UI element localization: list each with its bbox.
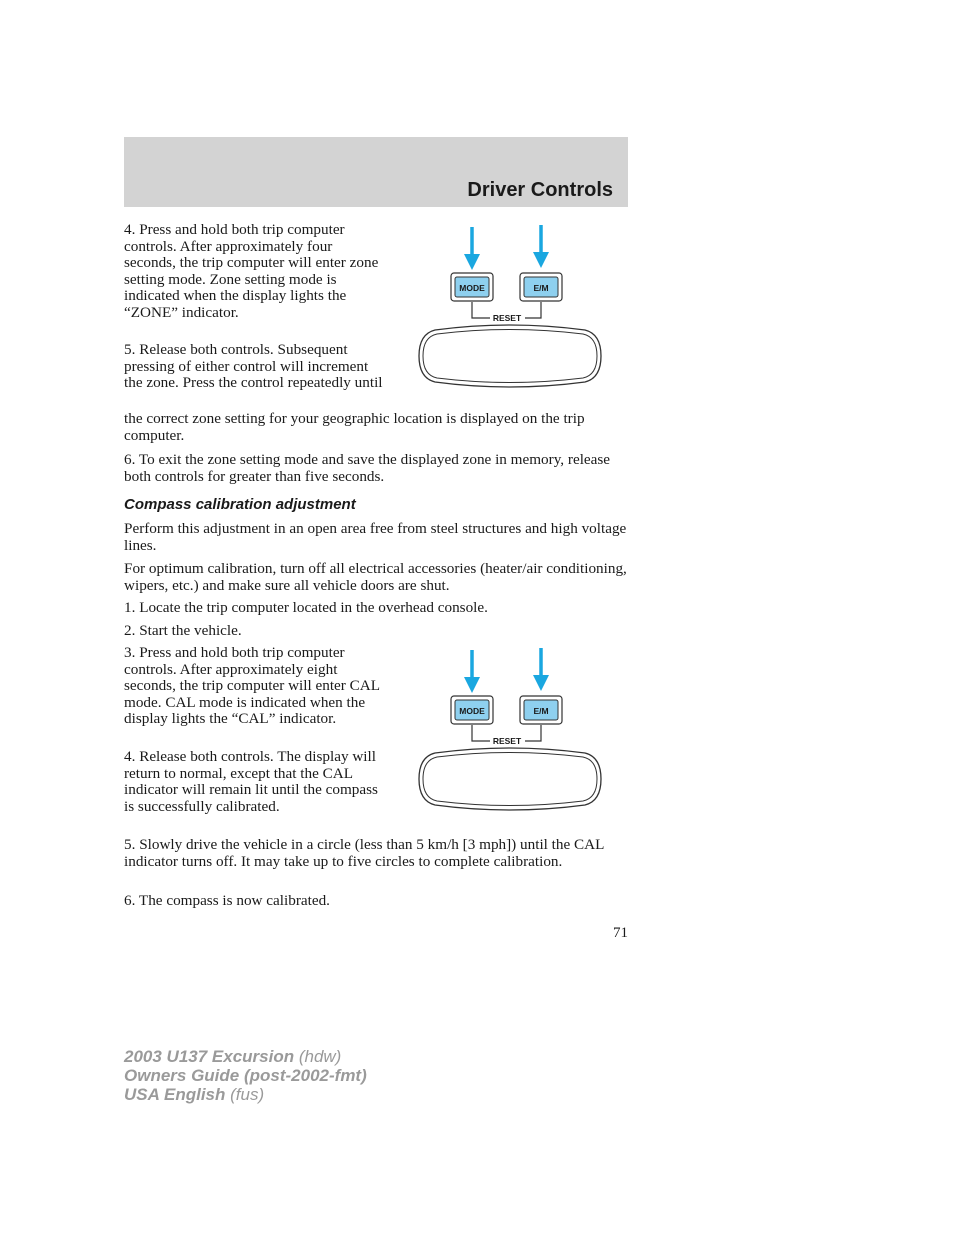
footer-guide: Owners Guide (post-2002-fmt) [124,1066,367,1085]
calibration-step-5: 5. Slowly drive the vehicle in a circle (less than 5 km/h [3 mph]) until the CAL indicator turns off. It may take up to five circles to complete calibration. [124,836,604,870]
reset-bracket [472,302,490,318]
reset-bracket [472,725,490,741]
section-subheading: Compass calibration adjustment [124,496,356,513]
footer-model: 2003 U137 Excursion [124,1047,295,1066]
calibration-step-3: 3. Press and hold both trip computer controls. After approximately eight seconds, the trip computer will enter CAL mode. CAL mode is indicated when the display lights the “CAL” indicator. [124,644,380,727]
trip-computer-diagram-2 [415,645,605,811]
calibration-paragraph-1: Perform this adjustment in an open area free from steel structures and high voltage lines. [124,520,627,554]
mode-label: MODE [459,283,485,293]
down-arrow-icon [533,675,549,691]
reset-bracket [525,302,541,318]
section-title: Driver Controls [467,179,613,201]
down-arrow-icon [533,252,549,268]
reset-bracket [525,725,541,741]
footer-line-1 [124,1047,367,1066]
zone-step-6: 6. To exit the zone setting mode and save the displayed zone in memory, release both controls for greater than five seconds. [124,451,611,485]
mode-label: MODE [459,706,485,716]
page-number: 71 [613,925,628,941]
footer-model-code: (hdw) [294,1047,342,1066]
reset-label: RESET [492,313,522,323]
footer-language-code: (fus) [225,1085,265,1104]
calibration-paragraph-2: For optimum calibration, turn off all electrical accessories (heater/air conditioning, wipers, etc.) and make sure all vehicle doors are shut. [124,560,627,594]
zone-step-4: 4. Press and hold both trip computer controls. After approximately four seconds, the trip computer will enter zone setting mode. Zone setting mode is indicated when the display lights the “ZONE” indicator. [124,221,379,321]
calibration-step-1: 1. Locate the trip computer located in the overhead console. [124,599,488,616]
footer-line-2 [124,1066,367,1085]
down-arrow-icon [464,254,480,270]
display-inner-outline [423,753,597,806]
em-label: E/M [533,706,549,716]
calibration-step-6: 6. The compass is now calibrated. [124,892,330,909]
document-footer [124,1047,367,1104]
display-outline [419,325,601,387]
footer-language: USA English [124,1085,226,1104]
footer-line-3 [124,1085,367,1104]
calibration-step-2: 2. Start the vehicle. [124,622,242,639]
trip-computer-diagram-1 [415,222,605,388]
calibration-step-4: 4. Release both controls. The display will return to normal, except that the CAL indicator will remain lit until the compass is successfully calibrated. [124,748,378,815]
reset-label: RESET [492,736,522,746]
zone-step-5-continued: the correct zone setting for your geographic location is displayed on the trip computer. [124,410,585,444]
section-header [124,137,628,207]
display-inner-outline [423,330,597,383]
em-label: E/M [533,283,549,293]
down-arrow-icon [464,677,480,693]
zone-step-5: 5. Release both controls. Subsequent pressing of either control will increment the zone. Press the control repeatedly until [124,341,383,391]
display-outline [419,748,601,810]
